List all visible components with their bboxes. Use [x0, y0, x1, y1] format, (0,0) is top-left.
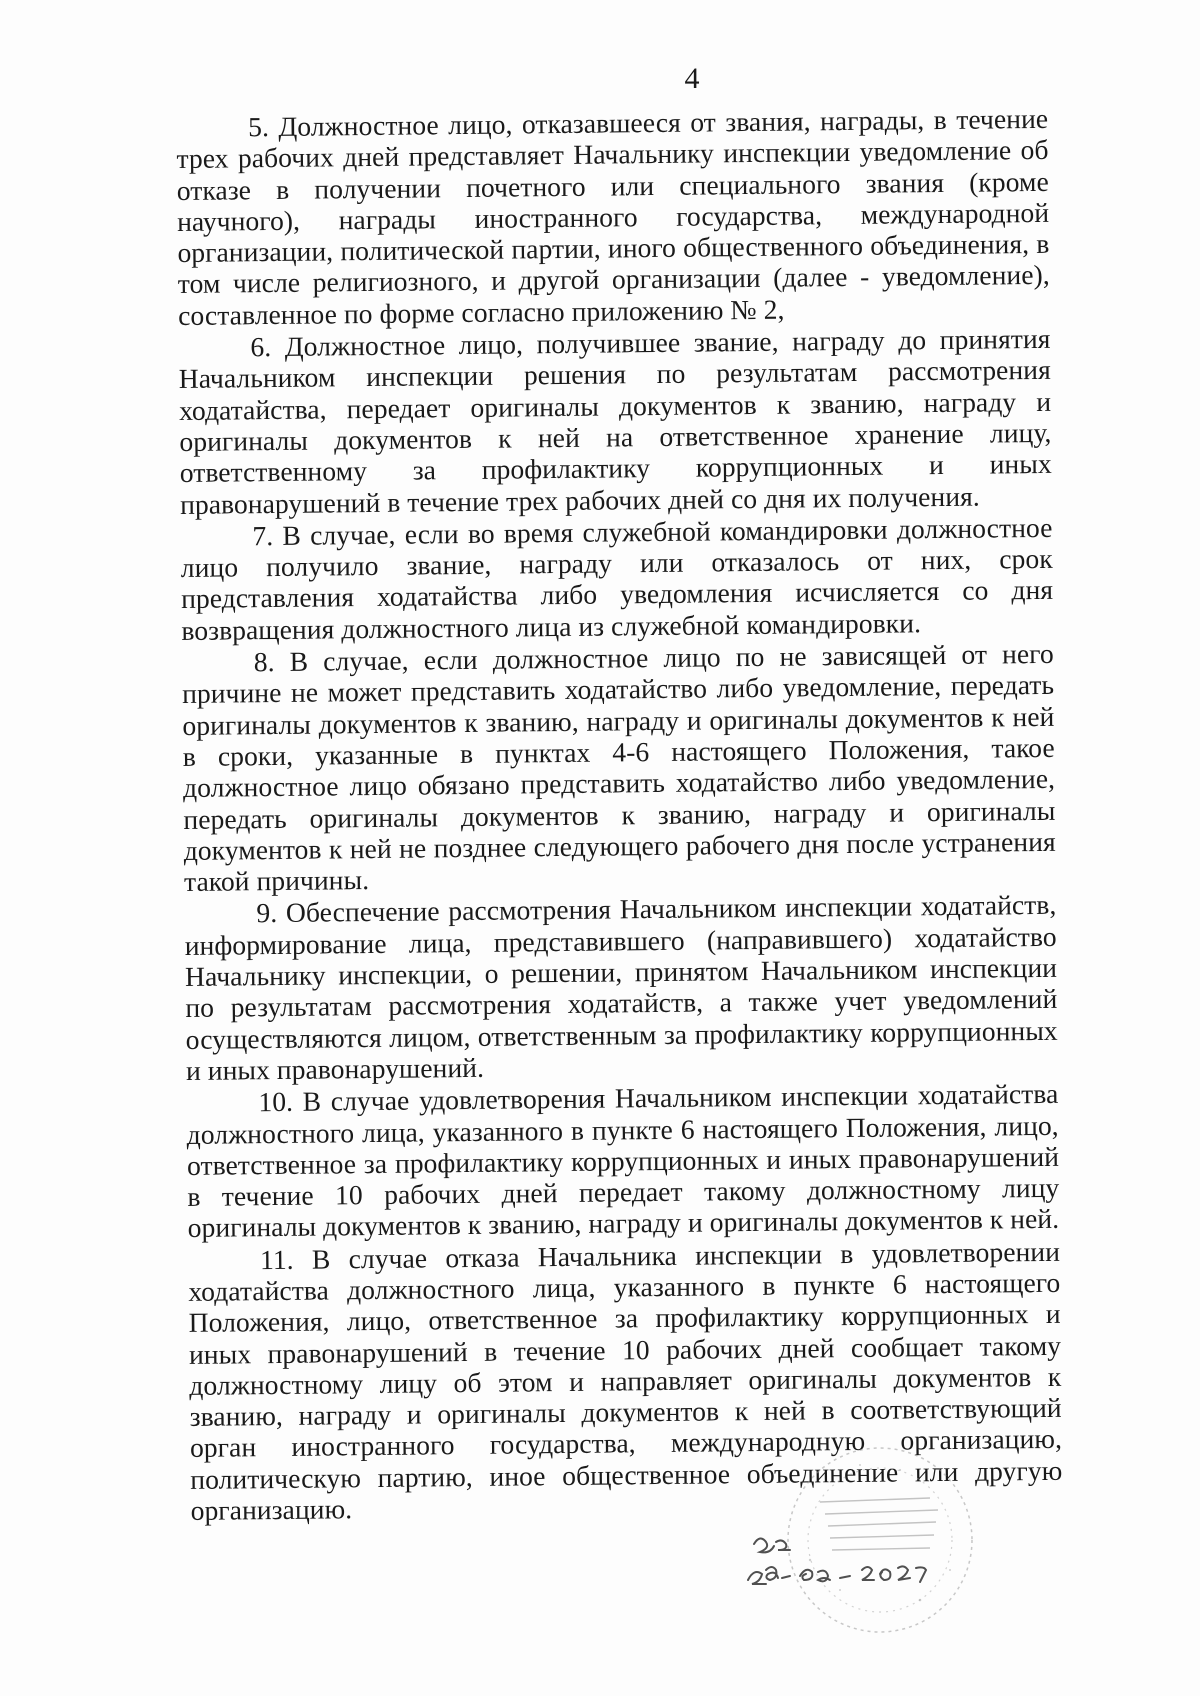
- paragraph-10: 10. В случае удовлетворения Начальником инспекции ходатайства должностного лица, указанного в пункте 6 настоящего Положения, лицо, ответственное за профилактику коррупционных и иных правонарушений в течение 10 рабочих дней передает такому должностному лицу оригиналы документов к званию, награду и оригиналы документов к ней.: [186, 1078, 1060, 1244]
- paragraph-11: 11. В случае отказа Начальника инспекции в удовлетворении ходатайства должностного лица, указанного в пункте 6 настоящего Положения, лицо, ответственное за профилактику коррупционных и иных правонарушений в течение 10 рабочих дней сообщает такому должностному лицу об этом и направляет оригиналы документов к званию, награду и оригиналы документов к ней в соответствующий орган иностранного государства, международную организацию, политическую партию, иное общественное объединение или другую организацию.: [188, 1235, 1063, 1526]
- handwritten-signature-icon: [740, 1520, 970, 1600]
- paragraph-5: 5. Должностное лицо, отказавшееся от звания, награды, в течение трех рабочих дней представляет Начальнику инспекции уведомление об отказе в получении почетного или специального звания (кроме научного), награды иностранного государства, международной организации, политической партии, иного общественного объединения, в том числе религиозного, и другой организации (далее - уведомление), составленное по форме согласно приложению № 2,: [176, 102, 1050, 331]
- paragraph-7: 7. В случае, если во время служебной командировки должностное лицо получило звание, награду или отказалось от них, срок представления ходатайства либо уведомления исчисляется со дня возвращения должностного лица из служебной командировки.: [180, 511, 1054, 646]
- paragraph-8: 8. В случае, если должностное лицо по не зависящей от него причине не может представить ходатайство либо уведомление, передать оригиналы документов к званию, награду и оригиналы документов к ней в сроки, указанные в пунктах 4-6 настоящего Положения, такое должностное лицо обязано представить ходатайство либо уведомление, передать оригиналы документов к званию, награду и оригиналы документов к ней не позднее следующего рабочего дня после устранения такой причины.: [181, 637, 1056, 898]
- paragraph-9: 9. Обеспечение рассмотрения Начальником инспекции ходатайств, информирование лица, представившего (направившего) ходатайство Начальнику инспекции, о решении, принятом Начальником инспекции по результатам рассмотрения ходатайств, а также учет уведомлений осуществляются лицом, ответственным за профилактику коррупционных и иных правонарушений.: [184, 889, 1058, 1086]
- document-body: [176, 103, 1063, 1527]
- paragraph-6: 6. Должностное лицо, получившее звание, награду до принятия Начальником инспекции решения по результатам рассмотрения ходатайства, передает оригиналы документов к званию, награду и оригиналы документов к ней на ответственное хранение лицу, ответственному за профилактику коррупционных и иных правонарушений в течение трех рабочих дней со дня их получения.: [178, 322, 1052, 520]
- page-number: 4: [684, 62, 700, 95]
